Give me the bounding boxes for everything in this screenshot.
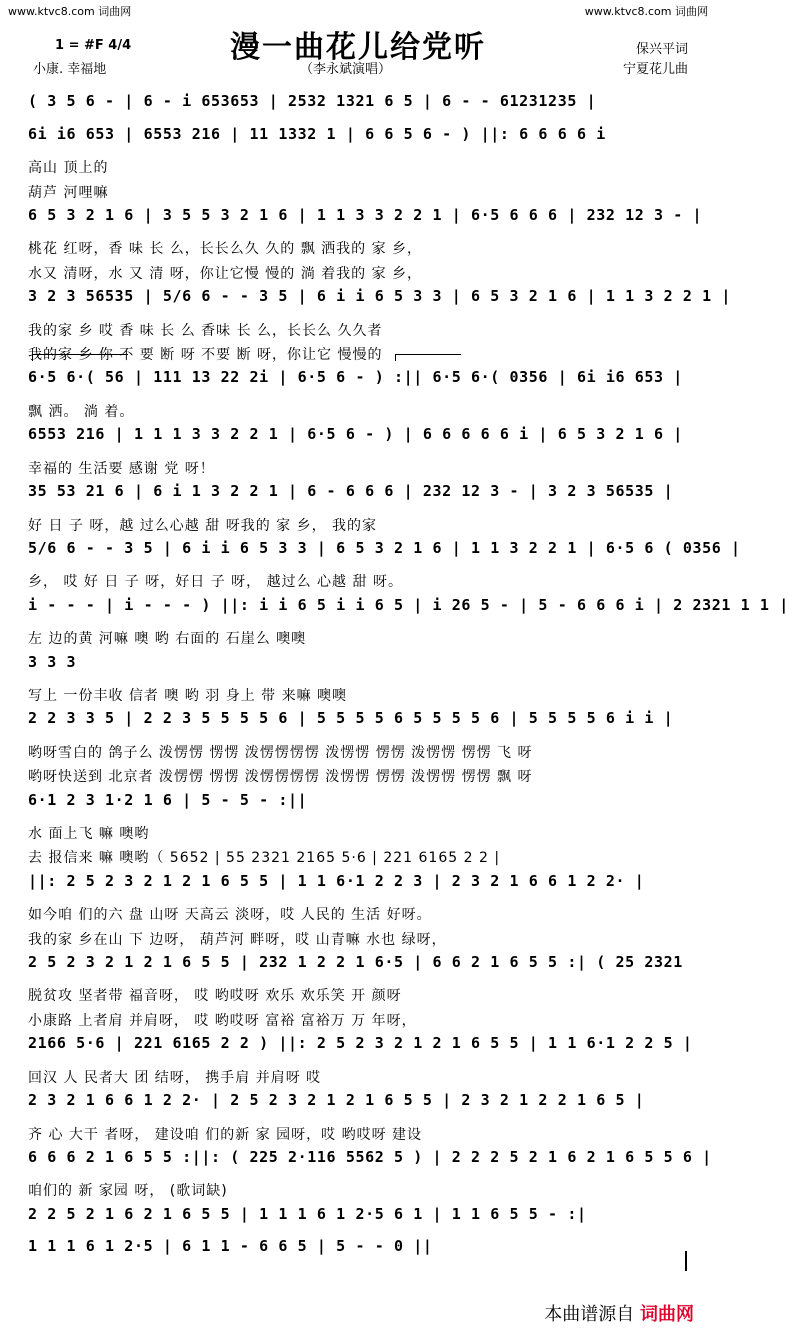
- notation-line: ||: 2 5 2 3 2 1 2 1 6 5 5 | 1 1 6·1 2 2 3 | 2 3 2 1 6 6 1 2 2· |: [28, 872, 645, 890]
- footer-source: [544, 1300, 694, 1326]
- album-label: 小康. 幸福地: [33, 62, 107, 77]
- lyric-line: 飘 洒。 淌 着。: [28, 404, 135, 420]
- notation-line: 6i i6 653 | 6553 216 | 11 1332 1 | 6 6 5 6 - ) ||: 6 6 6 6 i: [28, 125, 606, 143]
- notation-line: 2166 5·6 | 221 6165 2 2 ) ||: 2 5 2 3 2 1 2 1 6 5 5 | 1 1 6·1 2 2 5 |: [28, 1034, 693, 1052]
- lyric-line: 脱贫攻 坚者带 福音呀， 哎 哟哎呀 欢乐 欢乐笑 开 颜呀: [28, 988, 402, 1004]
- lyric-line: 好 日 子 呀，越 过么心越 甜 呀我的 家 乡， 我的家: [28, 518, 378, 534]
- lyric-line: 幸福的 生活要 感谢 党 呀！: [28, 461, 215, 477]
- notation-line: 3 3 3: [28, 653, 77, 671]
- key-signature: 1 = #F 4/4: [55, 38, 132, 53]
- lyric-line: 水 面上飞 嘛 噢哟: [28, 826, 150, 842]
- composer-label: 宁夏花儿曲: [622, 62, 688, 77]
- lyric-line: 高山 顶上的: [28, 160, 109, 176]
- notation-line: 6·5 6·( 56 | 111 13 22 2i | 6·5 6 - ) :|| 6·5 6·( 0356 | 6i i6 653 |: [28, 368, 683, 386]
- lyric-line: 咱们的 新 家园 呀， (歌词缺): [28, 1183, 228, 1199]
- notation-line: 35 53 21 6 | 6 i 1 3 2 2 1 | 6 - 6 6 6 | 232 12 3 - | 3 2 3 56535 |: [28, 482, 674, 500]
- lyric-line: 哟呀雪白的 鸽子么 泼愣愣 愣愣 泼愣愣愣愣 泼愣愣 愣愣 泼愣愣 愣愣 飞 呀: [28, 745, 533, 761]
- notation-line: 2 2 5 2 1 6 2 1 6 5 5 | 1 1 1 6 1 2·5 6 1 | 1 1 6 5 5 - :|: [28, 1205, 587, 1223]
- lyricist-label: 保兴平词: [635, 42, 688, 57]
- notation-line: 2 2 3 3 5 | 2 2 3 5 5 5 5 6 | 5 5 5 5 6 5 5 5 5 6 | 5 5 5 5 6 i i |: [28, 709, 674, 727]
- lyric-line: 齐 心 大干 者呀， 建设咱 们的新 家 园呀，哎 哟哎呀 建设: [28, 1127, 423, 1143]
- lyric-line: 我的家 乡在山 下 边呀， 葫芦河 畔呀，哎 山青嘛 水也 绿呀，: [28, 932, 447, 948]
- notation-line: 5/6 6 - - 3 5 | 6 i i 6 5 3 3 | 6 5 3 2 1 6 | 1 1 3 2 2 1 | 6·5 6 ( 0356 |: [28, 539, 741, 557]
- notation-line: 3 2 3 56535 | 5/6 6 - - 3 5 | 6 i i 6 5 3 3 | 6 5 3 2 1 6 | 1 1 3 2 2 1 |: [28, 287, 732, 305]
- notation-line: ( 3 5 6 - | 6 - i 653653 | 2532 1321 6 5 | 6 - - 61231235 |: [28, 92, 597, 110]
- notation-line: 1 1 1 6 1 2·5 | 6 1 1 - 6 6 5 | 5 - - 0 ||: [28, 1237, 433, 1255]
- notation-line: 2 5 2 3 2 1 2 1 6 5 5 | 232 1 2 2 1 6·5 | 6 6 2 1 6 5 5 :| ( 25 2321: [28, 953, 683, 971]
- lyric-line: 小康路 上者肩 并肩呀， 哎 哟哎呀 富裕 富裕万 万 年呀，: [28, 1013, 417, 1029]
- lyric-line: 水又 清呀，水 又 清 呀，你让它慢 慢的 淌 着我的 家 乡，: [28, 266, 423, 282]
- song-title: 漫一曲花儿给党听: [230, 30, 486, 65]
- watermark-left: www.ktvc8.com 词曲网: [8, 5, 132, 18]
- volta-bracket-2: [395, 354, 461, 361]
- footer-site-logo: 词曲网: [640, 1304, 694, 1325]
- final-barline: [685, 1251, 687, 1271]
- lyric-line: 葫芦 河哩嘛: [28, 185, 109, 201]
- notation-line: 6·1 2 3 1·2 1 6 | 5 - 5 - :||: [28, 791, 308, 809]
- notation-line: 6 6 6 2 1 6 5 5 :||: ( 225 2·116 5562 5 ) | 2 2 2 5 2 1 6 2 1 6 5 5 6 |: [28, 1148, 712, 1166]
- singer-label: （李永斌演唱）: [300, 62, 392, 77]
- lyric-line: 我的家 乡 你 不 要 断 呀 不要 断 呀，你让它 慢慢的: [28, 347, 383, 363]
- volta-bracket-1: [32, 354, 128, 361]
- footer-source-text: 本曲谱源自: [544, 1304, 635, 1325]
- lyric-line: 去 报信来 嘛 噢哟（ 5652 | 55 2321 2165 5·6 | 221 6165 2 2 |: [28, 850, 501, 866]
- notation-line: 6553 216 | 1 1 1 3 3 2 2 1 | 6·5 6 - ) | 6 6 6 6 6 i | 6 5 3 2 1 6 |: [28, 425, 683, 443]
- watermark-right: www.ktvc8.com 词曲网: [584, 5, 708, 18]
- notation-line: 6 5 3 2 1 6 | 3 5 5 3 2 1 6 | 1 1 3 3 2 2 1 | 6·5 6 6 6 | 232 12 3 - |: [28, 206, 703, 224]
- lyric-line: 我的家 乡 哎 香 味 长 么 香味 长 么，长长么 久久者: [28, 323, 383, 339]
- lyric-line: 乡， 哎 好 日 子 呀，好日 子 呀， 越过么 心越 甜 呀。: [28, 574, 403, 590]
- lyric-line: 哟呀快送到 北京者 泼愣愣 愣愣 泼愣愣愣愣 泼愣愣 愣愣 泼愣愣 愣愣 飘 呀: [28, 769, 533, 785]
- lyric-line: 如今咱 们的六 盘 山呀 天高云 淡呀，哎 人民的 生活 好呀。: [28, 907, 432, 923]
- lyric-line: 写上 一份丰收 信者 噢 哟 羽 身上 带 来嘛 噢噢: [28, 688, 348, 704]
- lyric-line: 回汉 人 民者大 团 结呀， 携手肩 并肩呀 哎: [28, 1070, 322, 1086]
- lyric-line: 左 边的黄 河嘛 噢 哟 右面的 石崖么 噢噢: [28, 631, 307, 647]
- lyric-line: 桃花 红呀，香 味 长 么，长长么久 久的 飘 洒我的 家 乡，: [28, 241, 423, 257]
- notation-line: i - - - | i - - - ) ||: i i 6 5 i i 6 5 | i 26 5 - | 5 - 6 6 6 i | 2 2321 1 1 |: [28, 596, 789, 614]
- notation-line: 2 3 2 1 6 6 1 2 2· | 2 5 2 3 2 1 2 1 6 5 5 | 2 3 2 1 2 2 1 6 5 |: [28, 1091, 645, 1109]
